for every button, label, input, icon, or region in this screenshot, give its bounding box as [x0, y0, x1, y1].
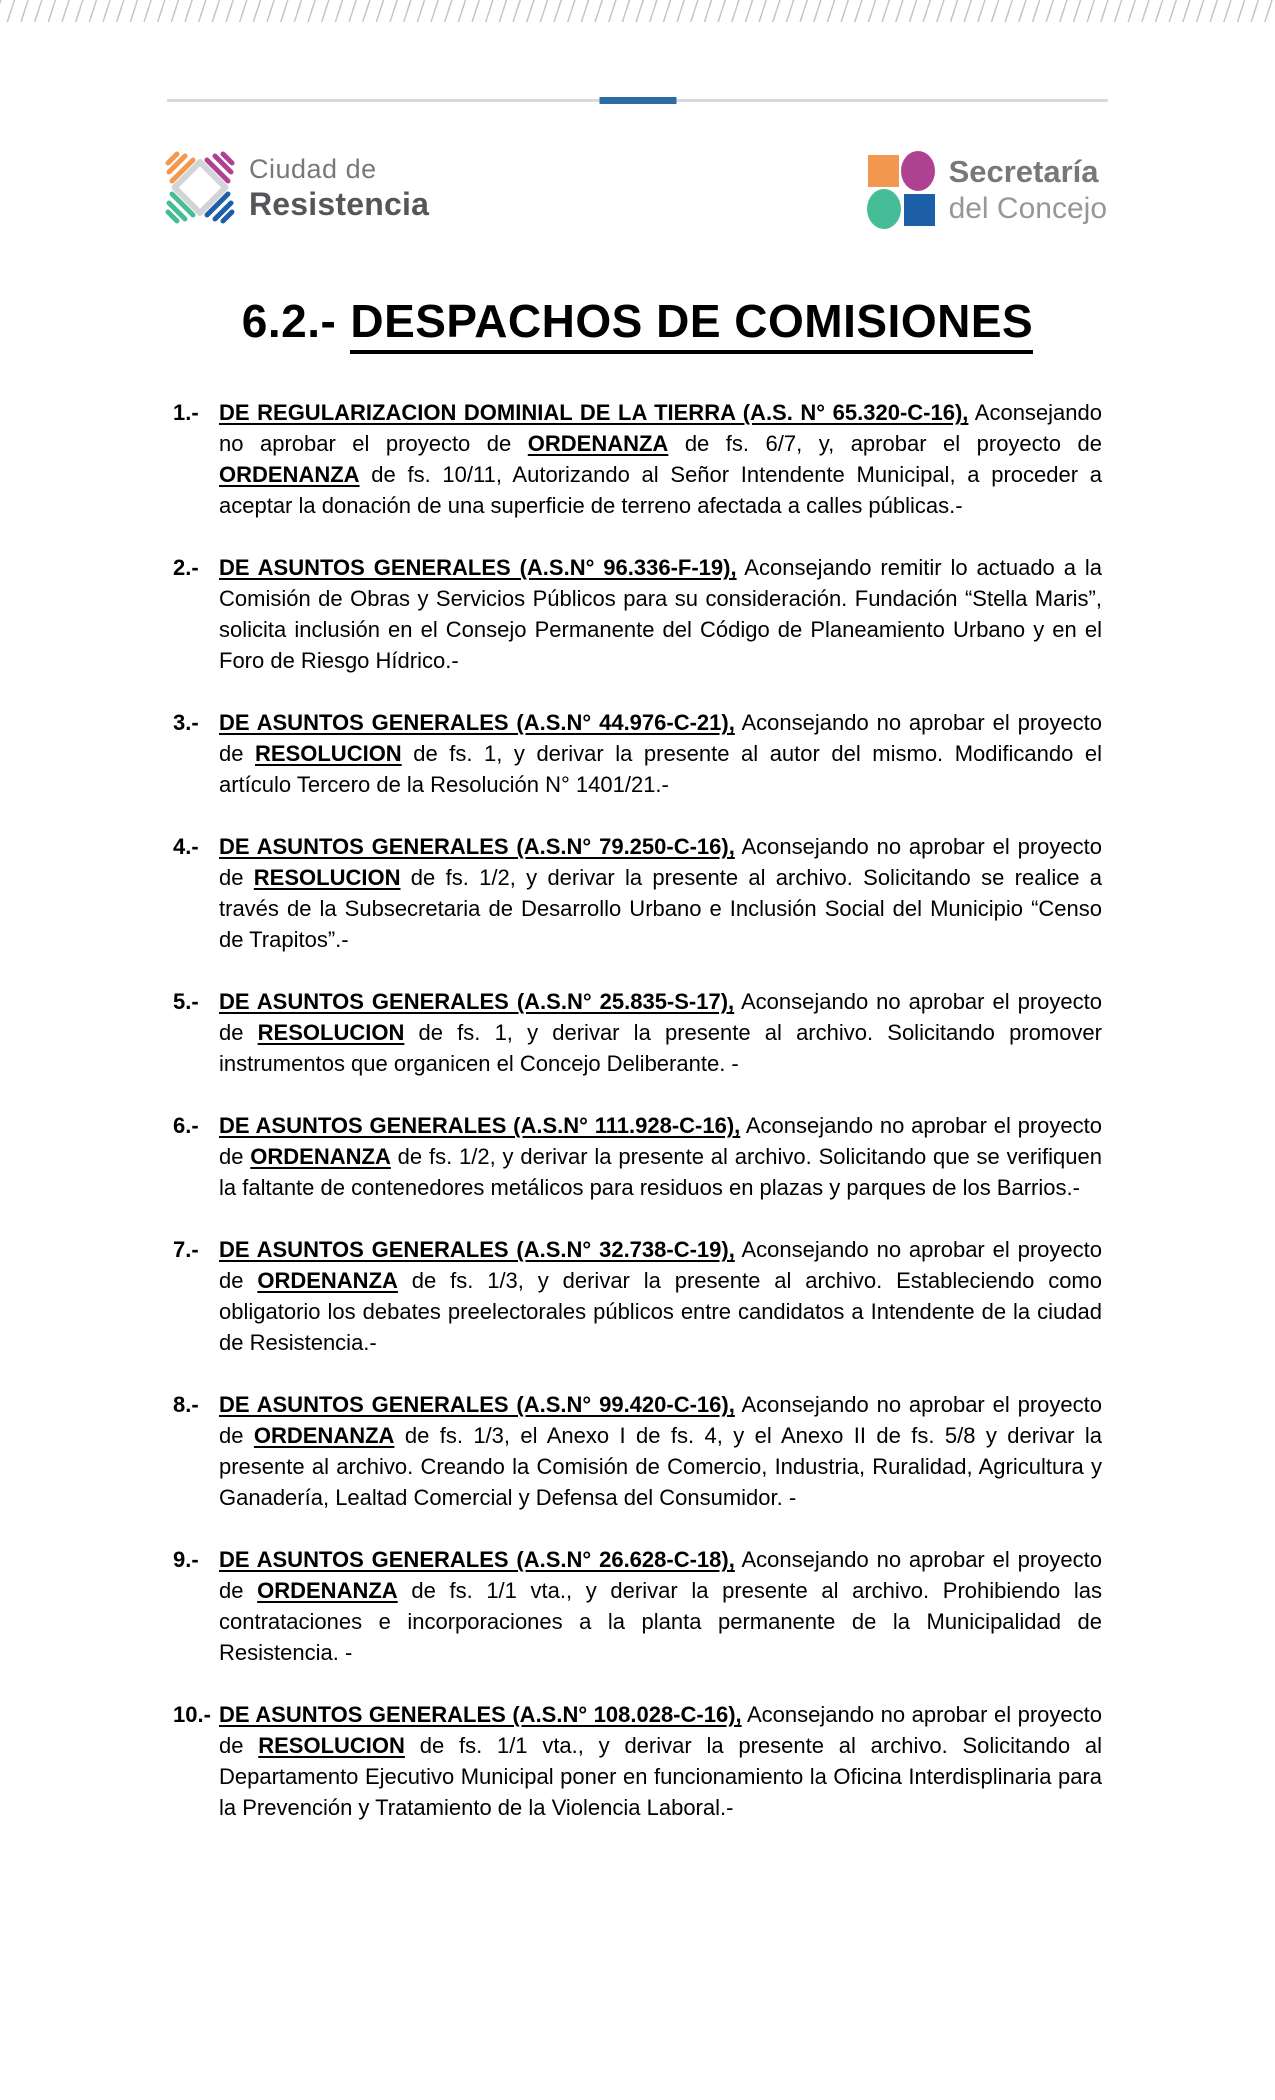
- item-text: Aconsejando no aprobar el proyecto de: [219, 1702, 1102, 1758]
- item-text: de fs. 1/3, el Anexo I de fs. 4, y el Anexo II de fs. 5/8 y derivar la presente al archivo. Creando la Comisión de Comercio, Industria, Ruralidad, Agricultura y Ganadería, Lealtad Comercial y Defensa del Consumidor. -: [219, 1423, 1102, 1510]
- dispatch-item: [173, 1699, 1102, 1823]
- section-title-text: DESPACHOS DE COMISIONES: [350, 295, 1033, 354]
- item-heading: DE ASUNTOS GENERALES (A.S.N° 79.250-C-16),: [219, 834, 735, 859]
- item-keyword: ORDENANZA: [257, 1578, 398, 1603]
- top-hatch-border: [0, 0, 1275, 22]
- item-body: [219, 989, 1102, 1076]
- item-text: Aconsejando no aprobar el proyecto de: [219, 400, 1102, 456]
- item-number: 7.-: [173, 1237, 199, 1262]
- item-text: de fs. 1/3, y derivar la presente al archivo. Estableciendo como obligatorio los debates preelectorales públicos entre candidatos a Intendente de la ciudad de Resistencia.-: [219, 1268, 1102, 1355]
- dispatch-item: [173, 1234, 1102, 1358]
- item-text: de fs. 1, y derivar la presente al archivo. Solicitando promover instrumentos que organicen el Concejo Deliberante. -: [219, 1020, 1102, 1076]
- item-heading: DE ASUNTOS GENERALES (A.S.N° 96.336-F-19),: [219, 555, 737, 580]
- item-heading: DE ASUNTOS GENERALES (A.S.N° 108.028-C-16),: [219, 1702, 742, 1727]
- item-heading: DE ASUNTOS GENERALES (A.S.N° 26.628-C-18),: [219, 1547, 735, 1572]
- item-number: 2.-: [173, 555, 199, 580]
- logo-circle-green: [867, 189, 901, 229]
- item-text: de fs. 1/1 vta., y derivar la presente al archivo. Prohibiendo las contrataciones e incorporaciones a la planta permanente de la Municipalidad de Resistencia. -: [219, 1578, 1102, 1665]
- item-keyword: ORDENANZA: [219, 462, 360, 487]
- dispatch-list: [173, 397, 1102, 1854]
- item-heading: DE ASUNTOS GENERALES (A.S.N° 99.420-C-16),: [219, 1392, 735, 1417]
- item-text: de fs. 1/1 vta., y derivar la presente al archivo. Solicitando al Departamento Ejecutivo Municipal poner en funcionamiento la Oficina Interdisplinaria para la Prevención y Tratamiento de la Violencia Laboral.-: [219, 1733, 1102, 1820]
- item-text: Aconsejando no aprobar el proyecto de: [219, 834, 1102, 890]
- item-text: Aconsejando no aprobar el proyecto de: [219, 1113, 1102, 1169]
- item-keyword: RESOLUCION: [257, 1020, 405, 1045]
- section-number: 6.2.-: [241, 295, 337, 347]
- item-body: [219, 1113, 1102, 1200]
- brand-ciudad-line1: Ciudad de: [249, 153, 377, 184]
- dispatch-item: [173, 397, 1102, 521]
- logo-circle-magenta: [901, 151, 935, 191]
- dispatch-item: [173, 986, 1102, 1079]
- item-number: 3.-: [173, 710, 199, 735]
- item-text: Aconsejando no aprobar el proyecto de: [219, 989, 1103, 1045]
- item-text: Aconsejando no aprobar el proyecto de: [219, 1237, 1102, 1293]
- dispatch-item: [173, 831, 1102, 955]
- item-body: [219, 1237, 1102, 1355]
- logo-square-blue: [904, 194, 935, 226]
- item-text: de fs. 10/11, Autorizando al Señor Intendente Municipal, a proceder a aceptar la donación de una superficie de terreno afectada a calles públicas.-: [219, 462, 1102, 518]
- item-keyword: ORDENANZA: [250, 1144, 391, 1169]
- item-heading: DE ASUNTOS GENERALES (A.S.N° 25.835-S-17),: [219, 989, 735, 1014]
- page-header: [165, 140, 1107, 235]
- dispatch-item: [173, 1544, 1102, 1668]
- dispatch-item: [173, 1389, 1102, 1513]
- item-heading: DE ASUNTOS GENERALES (A.S.N° 32.738-C-19),: [219, 1237, 735, 1262]
- item-heading: DE ASUNTOS GENERALES (A.S.N° 111.928-C-16),: [219, 1113, 741, 1138]
- item-text: Aconsejando no aprobar el proyecto de: [219, 1392, 1102, 1448]
- brand-secretaria-line2: del Concejo: [948, 192, 1107, 225]
- item-number: 10.-: [173, 1702, 211, 1727]
- logo-square-orange: [868, 155, 899, 187]
- item-text: de fs. 1/2, y derivar la presente al archivo. Solicitando se realice a través de la Subsecretaria de Desarrollo Urbano e Inclusión Social del Municipio “Censo de Trapitos”.-: [219, 865, 1102, 952]
- brand-ciudad-de-resistencia: [165, 140, 429, 235]
- item-body: [219, 400, 1102, 518]
- item-body: [219, 1547, 1102, 1665]
- dispatch-item: [173, 1110, 1102, 1203]
- item-text: Aconsejando no aprobar el proyecto de: [219, 710, 1102, 766]
- item-text: Aconsejando remitir lo actuado a la Comisión de Obras y Servicios Públicos para su consideración. Fundación “Stella Maris”, solicita inclusión en el Consejo Permanente del Código de Planeamiento Urbano y en el Foro de Riesgo Hídrico.-: [219, 555, 1102, 673]
- brand-secretaria-del-concejo: [865, 150, 1107, 230]
- item-keyword: ORDENANZA: [253, 1423, 395, 1448]
- item-text: de fs. 1/2, y derivar la presente al archivo. Solicitando que se verifiquen la faltante de contenedores metálicos para residuos en plazas y parques de los Barrios.-: [219, 1144, 1102, 1200]
- item-keyword: RESOLUCION: [258, 1733, 405, 1758]
- item-number: 6.-: [173, 1113, 199, 1138]
- item-text: de fs. 1, y derivar la presente al autor del mismo. Modificando el artículo Tercero de la Resolución N° 1401/21.-: [219, 741, 1102, 797]
- item-number: 1.-: [173, 400, 199, 425]
- item-keyword: ORDENANZA: [257, 1268, 398, 1293]
- item-number: 4.-: [173, 834, 199, 859]
- item-keyword: RESOLUCION: [255, 741, 402, 766]
- dispatch-item: [173, 552, 1102, 676]
- item-body: [219, 834, 1102, 952]
- brand-ciudad-line2: Resistencia: [249, 185, 430, 222]
- section-title: [0, 294, 1275, 348]
- item-heading: DE REGULARIZACION DOMINIAL DE LA TIERRA (A.S. N° 65.320-C-16),: [219, 400, 969, 425]
- item-keyword: RESOLUCION: [253, 865, 401, 890]
- item-keyword: ORDENANZA: [527, 431, 669, 456]
- header-divider-accent: [599, 97, 676, 104]
- item-body: [219, 1392, 1102, 1510]
- item-text: Aconsejando no aprobar el proyecto de: [219, 1547, 1102, 1603]
- ciudad-de-resistencia-logo-icon: [165, 140, 235, 235]
- item-body: [219, 710, 1102, 797]
- brand-secretaria-line1: Secretaría: [948, 154, 1099, 189]
- item-number: 9.-: [173, 1547, 199, 1572]
- item-body: [219, 555, 1102, 673]
- item-text: de fs. 6/7, y, aprobar el proyecto de: [668, 431, 1102, 456]
- item-number: 8.-: [173, 1392, 199, 1417]
- dispatch-item: [173, 707, 1102, 800]
- item-number: 5.-: [173, 989, 199, 1014]
- secretaria-del-concejo-logo-icon: [865, 150, 937, 230]
- item-body: [219, 1702, 1102, 1820]
- item-heading: DE ASUNTOS GENERALES (A.S.N° 44.976-C-21),: [219, 710, 735, 735]
